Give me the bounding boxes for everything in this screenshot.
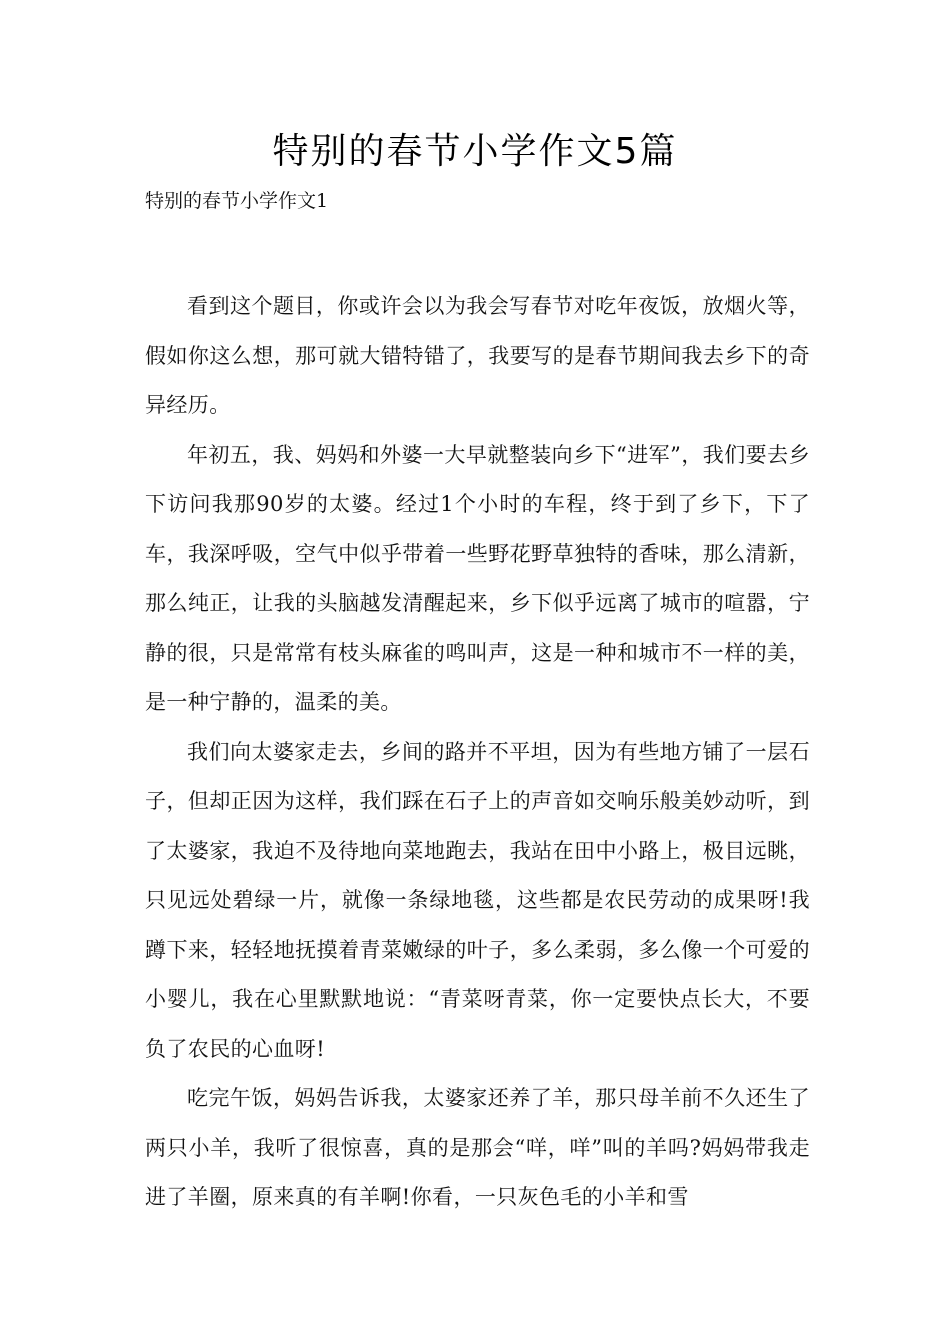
essay-subtitle: 特别的春节小学作文1 xyxy=(145,190,329,212)
document-title: 特别的春节小学作文5篇 xyxy=(272,131,678,172)
paragraph: 我们向太婆家走去，乡间的路并不平坦，因为有些地方铺了一层石子，但却正因为这样，我们踩在石子上的声音如交响乐般美妙动听，到了太婆家，我迫不及待地向菜地跑去，我站在田中小路上，极目远眺，只见远处碧绿一片，就像一条绿地毯，这些都是农民劳动的成果呀!我蹲下来，轻轻地抚摸着青菜嫩绿的叶子，多么柔弱，多么像一个可爱的小婴儿，我在心里默默地说：“青菜呀青菜，你一定要快点长大，不要负了农民的心血呀! xyxy=(145,739,810,1061)
essay-body xyxy=(145,282,810,1223)
paragraph: 看到这个题目，你或许会以为我会写春节对吃年夜饭，放烟火等，假如你这么想，那可就大错特错了，我要写的是春节期间我去乡下的奇异经历。 xyxy=(145,294,810,417)
paragraph: 吃完午饭，妈妈告诉我，太婆家还养了羊，那只母羊前不久还生了两只小羊，我听了很惊喜，真的是那会“咩，咩”叫的羊吗?妈妈带我走进了羊圈，原来真的有羊啊!你看，一只灰色毛的小羊和雪 xyxy=(145,1086,810,1209)
paragraph: 年初五，我、妈妈和外婆一大早就整装向乡下“进军”，我们要去乡下访问我那90岁的太婆。经过1个小时的车程，终于到了乡下，下了车，我深呼吸，空气中似乎带着一些野花野草独特的香味，那么清新，那么纯正，让我的头脑越发清醒起来，乡下似乎远离了城市的喧嚣，宁静的很，只是常常有枝头麻雀的鸣叫声，这是一种和城市不一样的美，是一种宁静的，温柔的美。 xyxy=(145,442,810,714)
